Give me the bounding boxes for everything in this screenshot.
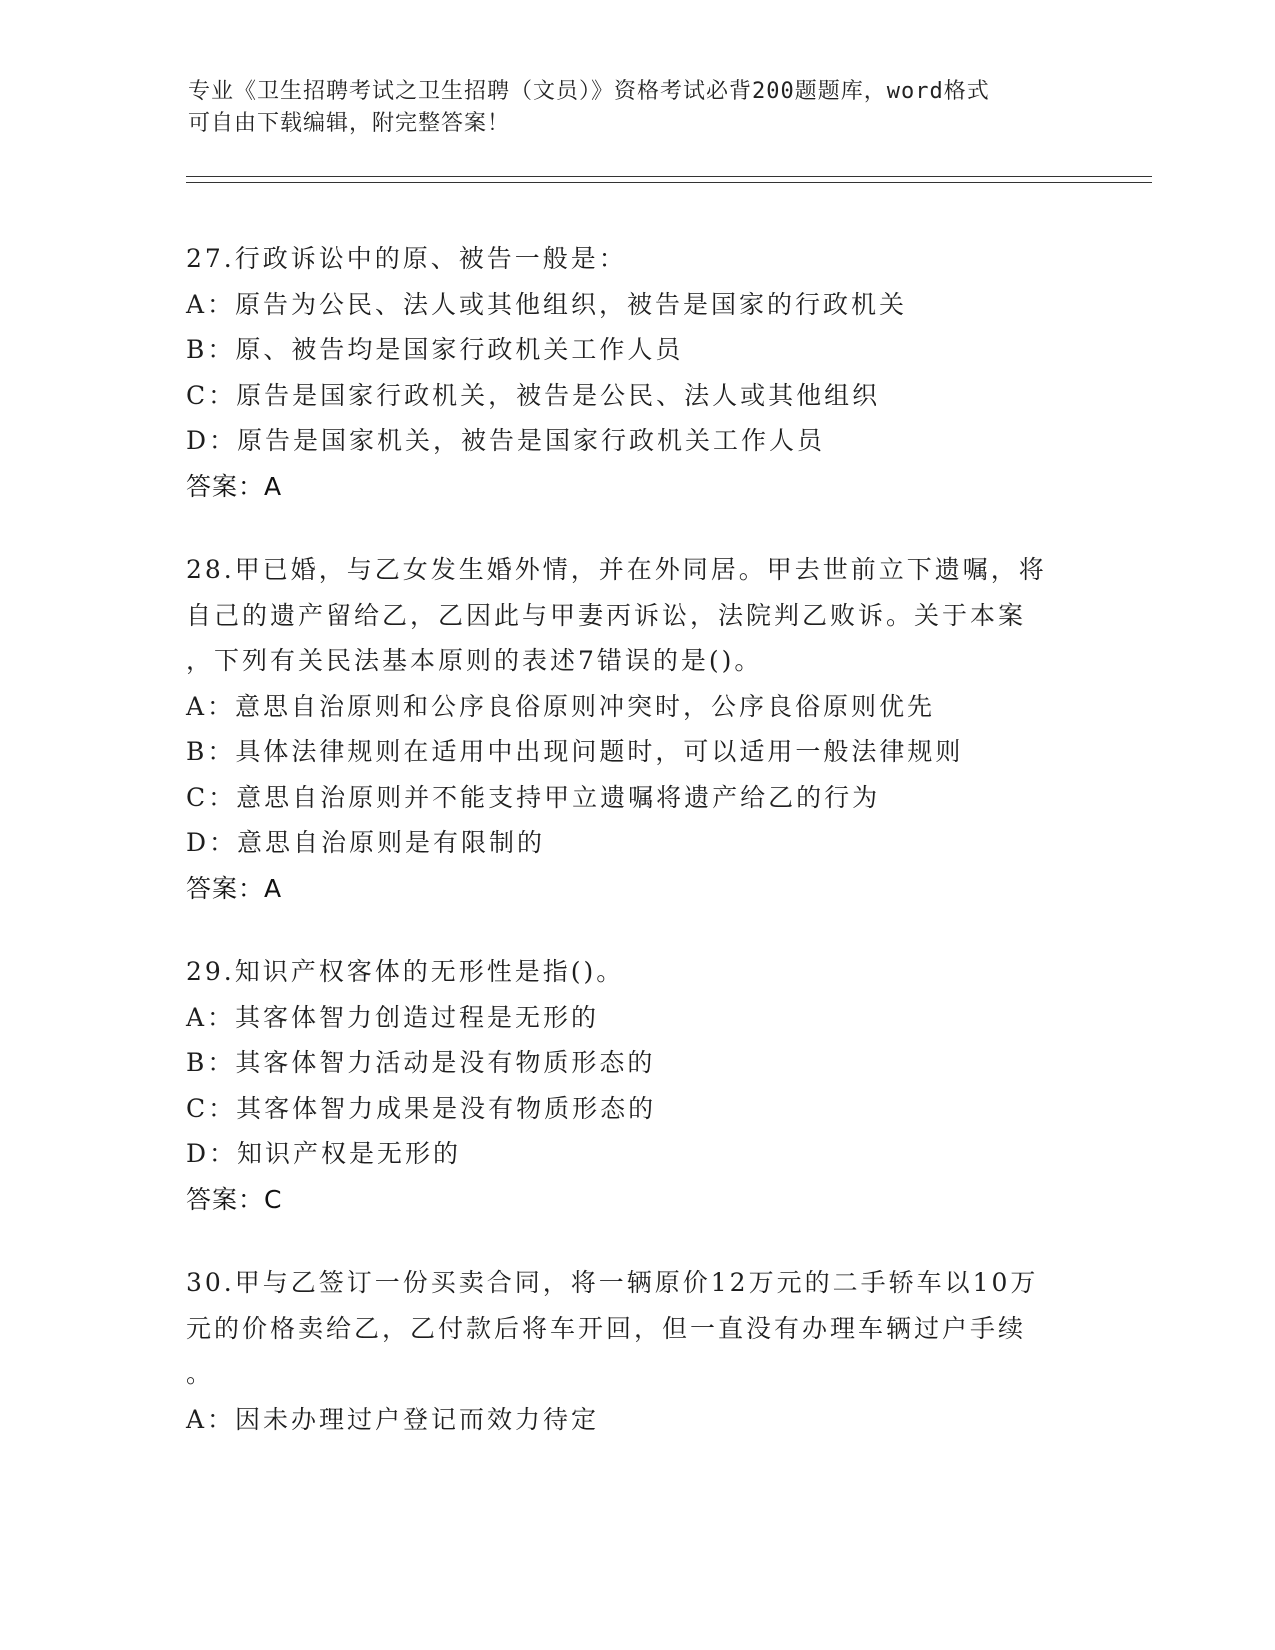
question-stem-line: 28.甲已婚，与乙女发生婚外情，并在外同居。甲去世前立下遗嘱，将 — [186, 555, 1047, 584]
option-b: B：原、被告均是国家行政机关工作人员 — [186, 335, 684, 364]
answer-line: 答案：C — [186, 1184, 283, 1214]
option-c: C：其客体智力成果是没有物质形态的 — [186, 1093, 657, 1123]
answer-line: 答案：A — [186, 873, 283, 903]
question-stem-line: 元的价格卖给乙，乙付款后将车开回，但一直没有办理车辆过户手续 — [186, 1313, 1027, 1343]
question-stem-line: 29.知识产权客体的无形性是指()。 — [186, 957, 625, 986]
header-line-1: 专业《卫生招聘考试之卫生招聘（文员）》资格考试必背200题题库，word格式 — [188, 79, 990, 104]
option-d: D：意思自治原则是有限制的 — [186, 828, 546, 857]
question-stem-line: ，下列有关民法基本原则的表述7错误的是()。 — [186, 646, 763, 675]
option-a: A：原告为公民、法人或其他组织，被告是国家的行政机关 — [186, 289, 908, 319]
question-stem-line: 。 — [186, 1359, 215, 1388]
option-a: A：意思自治原则和公序良俗原则冲突时，公序良俗原则优先 — [186, 691, 936, 721]
option-b: B：具体法律规则在适用中出现问题时，可以适用一般法律规则 — [186, 737, 964, 766]
option-d: D：原告是国家机关，被告是国家行政机关工作人员 — [186, 426, 826, 455]
option-c: C：原告是国家行政机关，被告是公民、法人或其他组织 — [186, 380, 881, 410]
option-d: D：知识产权是无形的 — [186, 1139, 462, 1168]
header-line-2: 可自由下载编辑，附完整答案！ — [188, 111, 511, 136]
option-a: A：其客体智力创造过程是无形的 — [186, 1002, 600, 1032]
question-27 — [186, 236, 1086, 509]
question-stem-line: 27.行政诉讼中的原、被告一般是： — [186, 244, 627, 273]
header-divider — [186, 176, 1152, 183]
question-28 — [186, 547, 1086, 911]
question-list — [186, 236, 1086, 1480]
question-30 — [186, 1260, 1086, 1442]
question-29 — [186, 949, 1086, 1222]
option-a: A：因未办理过户登记而效力待定 — [186, 1404, 600, 1434]
option-c: C：意思自治原则并不能支持甲立遗嘱将遗产给乙的行为 — [186, 782, 881, 812]
question-stem-line: 30.甲与乙签订一份买卖合同，将一辆原价12万元的二手轿车以10万 — [186, 1268, 1039, 1297]
option-b: B：其客体智力活动是没有物质形态的 — [186, 1048, 656, 1077]
document-header — [188, 76, 1068, 140]
question-stem-line: 自己的遗产留给乙，乙因此与甲妻丙诉讼，法院判乙败诉。关于本案 — [186, 600, 1027, 630]
answer-line: 答案：A — [186, 471, 283, 501]
